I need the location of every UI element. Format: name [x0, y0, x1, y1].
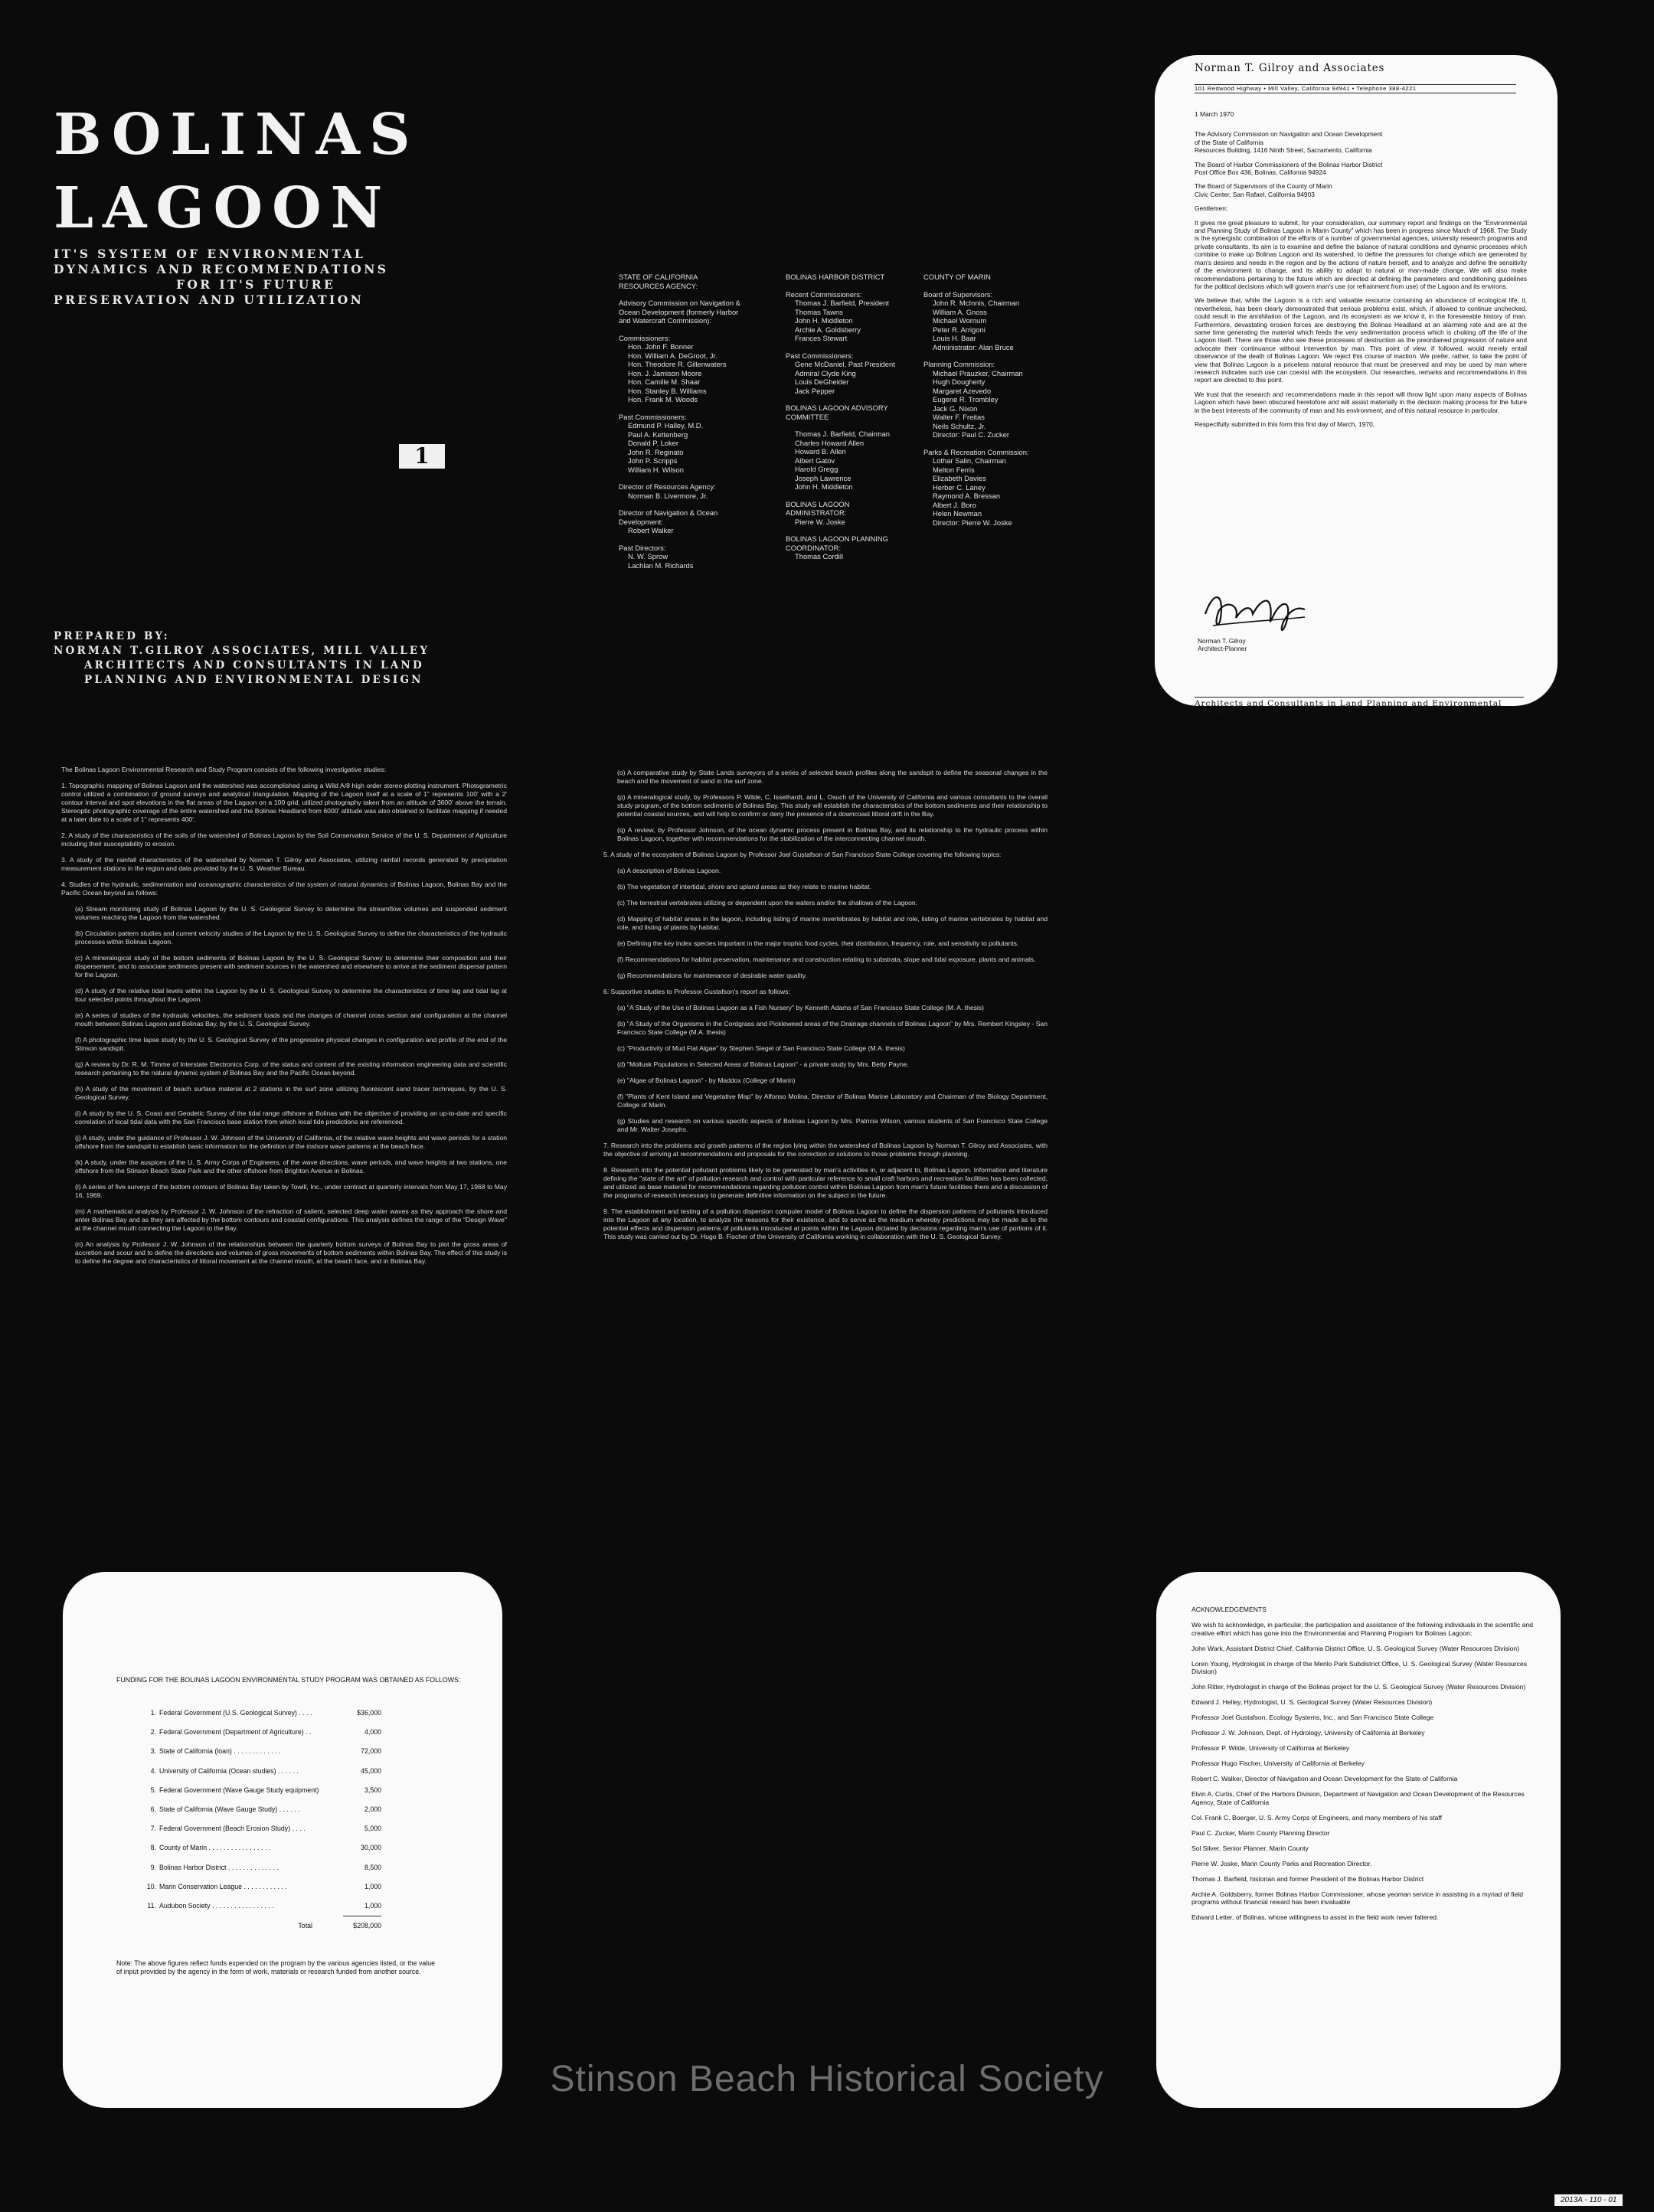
- roster-line: Administrator: Alan Bruce: [933, 342, 1014, 351]
- study-subitem: (g) A review by Dr. R. M. Timme of Interstate Electronics Corp. of the status and content of the existing information engineering data and scientific research pertaining to the natural dynamic system of Bolinas Bay and the Pacific Ocean beyond.: [75, 1060, 507, 1077]
- study-item: 5. A study of the ecosystem of Bolinas Lagoon by Professor Joel Gustafson of San Francisco State College covering the following topics:: [603, 851, 1002, 858]
- funding-row-label: Federal Government (U.S. Geological Survey) . . . .: [159, 1709, 312, 1717]
- roster-line: Albert J. Boro: [933, 500, 976, 509]
- funding-row-label: State of California (loan) . . . . . . . . . . . . .: [159, 1747, 281, 1756]
- roster-line: ADMINISTRATOR:: [786, 508, 847, 517]
- roster-line: Thomas Cordill: [795, 552, 844, 560]
- acknowledgement-item: Professor Hugo Fischer, University of California at Berkeley: [1191, 1759, 1365, 1768]
- acknowledgement-item: Edward J. Helley, Hydrologist, U. S. Geological Survey (Water Resources Division): [1191, 1698, 1433, 1707]
- study-subitem: (k) A study, under the auspices of the U. S. Army Corps of Engineers, of the wave directions, wave periods, and wave heights at two stations, one offshore from the Stinson Beach State Park and the other offshore from Brighton Avenue in Bolinas.: [75, 1158, 507, 1175]
- acknowledgement-item: Loren Young, Hydrologist in charge of the Menlo Park Subdistrict Office, U. S. Geological Survey (Water Resources Division): [1191, 1659, 1528, 1676]
- roster-line: Thomas Tawns: [795, 307, 843, 316]
- study-item: 6. Supportive studies to Professor Gustafson's report as follows:: [603, 988, 790, 995]
- funding-total-label: Total: [298, 1921, 312, 1929]
- roster-line: John H. Middleton: [795, 482, 853, 491]
- roster-spacer: [619, 474, 791, 482]
- roster-line: Archie A. Goldsberry: [795, 325, 861, 334]
- roster-line: Charles Howard Allen: [795, 438, 865, 447]
- roster-line: Joseph Lawrence: [795, 473, 852, 482]
- funding-row-number: 1.: [150, 1709, 156, 1717]
- study-subitem: (e) Defining the key index species important in the major trophic food cycles, their distribution, frequency, role, and sensitivity to pollutants.: [617, 939, 1019, 947]
- roster-line: Neils Schultz, Jr.: [933, 421, 986, 430]
- roster-line: Helen Newman: [933, 509, 982, 518]
- funding-row-label: Federal Government (Beach Erosion Study) . . . .: [159, 1825, 306, 1833]
- poster-title: [54, 98, 420, 245]
- prepared-by: [54, 629, 430, 688]
- funding-row-value: 5,000: [364, 1825, 381, 1833]
- study-item: 3. A study of the rainfall characteristics of the watershed by Norman T. Gilroy and Associates, utilizing rainfall records generated by precipitation measurement stations in the region and data provided by the U. S. Weather Bureau.: [61, 856, 507, 872]
- signature-block: [1198, 637, 1247, 652]
- study-subitem: (d) Mapping of habitat areas in the lagoon, including listing of marine invertebrates by habitat and role, listing of marine vertebrates by habitat and role, and listing of plants by habitat.: [617, 915, 1048, 931]
- acknowledgement-item: Edward Letter, of Bolinas, whose willingness to assist in the field work never faltered.: [1191, 1913, 1439, 1922]
- funding-row-number: 10.: [146, 1882, 156, 1890]
- funding-row: [139, 1723, 381, 1742]
- roster-state-column: [619, 273, 791, 570]
- study-subitem: (a) "A Study of the Use of Bolinas Lagoon as a Fish Nursery" by Kenneth Adams of San Francisco State College (M. A. thesis): [617, 1004, 984, 1011]
- roster-line: BOLINAS LAGOON: [786, 499, 850, 508]
- acknowledgement-item: Professor Joel Gustafson, Ecology Systems, Inc., and San Francisco State College: [1191, 1714, 1434, 1722]
- study-subitem: (p) A mineralogical study, by Professors P. Wilde, C. Isselhardt, and L. Osuch of the University of California and various consultants to the overall study program, of the bottom sediments of Bolinas Bay. This study will establish the characteristics of the bottom sediments and their relationship to potential coastal sources, and will help to confirm or deny the presence of a downcoast littoral drift in the Bay.: [617, 793, 1048, 818]
- funding-row-label: County of Marin . . . . . . . . . . . . . . . . .: [159, 1844, 271, 1852]
- letter-addressee: The Board of Harbor Commissioners of the Bolinas Harbor District Post Office Box 436, Bolinas, California 94924: [1195, 160, 1383, 177]
- study-subitem: (n) An analysis by Professor J. W. Johnson of the relationships between the quarterly bottom surveys of Bolinas Bay to plot the gross areas of accretion and scour and to define the directions and volumes of gross movements of bottom sediments within Bolinas Bay. The effect of this study is to define the degree and characteristics of littoral movement at the channel mouth, at the beach face, and in Bolinas Bay.: [75, 1240, 507, 1265]
- roster-line: Admiral Clyde King: [795, 368, 856, 377]
- study-subitem: (i) A study by the U. S. Coast and Geodetic Survey of the tidal range offshore at Bolinas with the objective of providing an up-to-date and specific correlation of local tidal data with the San Francisco base station from which local tide predictions are referenced.: [75, 1109, 507, 1126]
- study-item: 1. Topographic mapping of Bolinas Lagoon and the watershed was accomplished using a Wild A/8 high order stereo-plotting instrument. Photogrametric control utilized a combination of ground surveys and analytical triangulation. Mapping of the Lagoon itself at a scale of 1" represents 100' with a 2' contour interval and spot elevations in the flat areas of the Lagoon on a 100 grid, utilized photography taken from an altitude of 3600' above the terrain. Stereoptic photographic coverage of the entire watershed and the Bolinas Headland from 6000' altitude was also obtained to facilitate mapping if needed at a later date to a scale of 1" represents 400'.: [61, 782, 507, 823]
- funding-row-value: 1,000: [364, 1882, 381, 1890]
- acknowledgement-item: John Ritter, Hydrologist in charge of the Bolinas project for the U. S. Geological Survey (Water Resources Division): [1191, 1683, 1526, 1691]
- roster-line: Louis H. Baar: [933, 334, 976, 342]
- acknowledgement-item: Pierre W. Joske, Marin County Parks and Recreation Director.: [1191, 1859, 1372, 1867]
- roster-line: Eugene R. Trombley: [933, 395, 999, 404]
- funding-row-value: 2,000: [364, 1805, 381, 1814]
- roster-spacer: [923, 282, 1096, 290]
- funding-row-number: 3.: [150, 1747, 156, 1756]
- study-item: 9. The establishment and testing of a pollution dispersion computer model of Bolinas Lagoon to define the dispersion patterns of pollutants introduced into the Lagoon at any location, to analyze the reasons for their existence, and to serve as the medium whereby predictions may be made as to the potential effects and dispersion patterns of pollutants introduced at points within the Lagoon dictated by decisions regarding man's use of portions of it. This study was carried out by Dr. Hugo B. Fischer of the University of California working in collaboration with the U. S. Geological Survey.: [603, 1207, 1048, 1240]
- funding-row-value: 72,000: [361, 1747, 381, 1756]
- study-subitem: (c) The terrestrial vertebrates utilizing or dependent upon the waters and/or the shallows of the Lagoon.: [617, 899, 918, 907]
- funding-row-label: State of California (Wave Gauge Study) . . . . . .: [159, 1805, 300, 1814]
- acknowledgement-item: Sol Silver, Senior Planner, Marin County: [1191, 1844, 1309, 1852]
- study-item: 7. Research into the problems and growth patterns of the region lying within the watershed of Bolinas Lagoon by Norman T. Gilroy and Associates, with the objective of arriving at recommendations and proposals for the correction or solutions to those problems through planning.: [603, 1142, 1048, 1158]
- study-subitem: (a) A description of Bolinas Lagoon.: [617, 867, 721, 874]
- study-subitem: (c) A mineralogical study of the bottom sediments of Bolinas Lagoon by the U. S. Geological Survey to determine their composition and their dispersement, and to associate sediments present with sediment sources in the watershed and elsewhere to arrive at the sediment dispersal pattern for the Lagoon.: [75, 954, 507, 979]
- roster-county-column: [923, 273, 1096, 527]
- roster-line: Past Commissioners:: [786, 351, 854, 360]
- letter-body: [1195, 110, 1527, 434]
- study-subitem: (e) "Algae of Bolinas Lagoon" - by Maddox (College of Marin): [617, 1077, 796, 1084]
- roster-spacer: [619, 500, 791, 508]
- letterhead-firm: Norman T. Gilroy and Associates: [1195, 62, 1385, 74]
- roster-line: John P. Scripps: [628, 456, 678, 465]
- funding-row: [139, 1877, 381, 1897]
- roster-line: and Watercraft Commission):: [619, 316, 712, 325]
- acknowledgement-item: Robert C. Walker, Director of Navigation and Ocean Development for the State of California: [1191, 1775, 1458, 1783]
- prepared-line-4: PLANNING AND ENVIRONMENTAL DESIGN: [84, 674, 423, 686]
- prepared-line-2: NORMAN T.GILROY ASSOCIATES, MILL VALLEY: [54, 645, 430, 657]
- roster-line: Harold Gregg: [795, 465, 838, 473]
- subtitle-line-1: IT'S SYSTEM OF ENVIRONMENTAL: [54, 247, 366, 261]
- roster-line: Jack G. Nixon: [933, 404, 978, 413]
- funding-row-label: University of California (Ocean studies) . . . . . .: [159, 1766, 299, 1775]
- study-subitem: (e) A series of studies of the hydraulic velocities, the sediment loads and the changes of channel cross section and configuration at the channel mouth between Bolinas Lagoon and Bolinas Bay, by the U. S. Geological Survey.: [75, 1011, 507, 1028]
- funding-row-value: 30,000: [361, 1844, 381, 1852]
- roster-line: Frances Stewart: [795, 334, 848, 342]
- letter-paragraph: We believe that, while the Lagoon is a rich and valuable resource containing an abundance of ecological life, it, nevertheless, has been clearly demonstrated that serious problems exist, which, if allowed to continue unchecked, could result in the annihilation of the Lagoon, and its ecosystem as we know it, in the foreseeable history of man. Furthermore, devastating erosion forces are destroying the Bolinas Headland at an alarming rate and are at the same time generating the material which feeds the very sedimentation process which is choking off the life of the Lagoon itself. There are those who see these processes of destruction as the preordained progression of nature and advocate their continuance without intervention by man. This point of view, if followed, would merely entail observance of the death of Bolinas Lagoon. We reject this course of inaction. We prefer, rather, to take the point of view that Bolinas Lagoon is a priceless natural resource that must be preserved and may be used by man where research indicates such use can coexist with the ecosystem. Our researches, remarks and recommendations in this report are directed to this point.: [1195, 296, 1527, 384]
- study-item: 2. A study of the characteristics of the soils of the watershed of Bolinas Lagoon by the Soil Conservation Service of the U. S. Department of Agriculture including their susceptability to erosion.: [61, 832, 507, 848]
- study-subitem: (f) Recommendations for habitat preservation, maintenance and construction relating to substrata, slope and tidal exposure, plants and animals.: [617, 956, 1036, 963]
- roster-line: COORDINATOR:: [786, 543, 842, 552]
- transmittal-letter: [1155, 55, 1558, 717]
- letter-addressee: The Board of Supervisors of the County of Marin Civic Center, San Rafael, California 94903: [1195, 182, 1332, 198]
- roster-line: Walter F. Freitas: [933, 413, 985, 421]
- study-subitem: (d) A study of the relative tidal levels within the Lagoon by the U. S. Geological Survey to determine the characteristics of time lag and tidal lag at four selected points throughout the Lagoon.: [75, 987, 507, 1003]
- roster-line: Advisory Commission on Navigation &: [619, 299, 740, 307]
- letter-paragraph: We trust that the research and recommendations made in this report will throw light upon many aspects of Bolinas Lagoon which have been obscured heretofore and will assist materially in the decision making process for the future in the best interests of the community of man and his environment, and of this natural resource in particular.: [1195, 390, 1527, 414]
- funding-row-number: 5.: [150, 1786, 156, 1794]
- funding-table: [139, 1704, 381, 1936]
- acknowledgement-item: Archie A. Goldsberry, former Bolinas Harbor Commissioner, whose yeoman service in assisting in a myriad of field programs without financial reward has been invaluable: [1191, 1890, 1524, 1907]
- studies-left-column: [61, 766, 507, 1273]
- acknowledgements-card: [1156, 1572, 1561, 2108]
- roster-line: John R. Reginato: [628, 447, 684, 456]
- letter-addressee: The Advisory Commission on Navigation and Ocean Development of the State of California Resources Building, 1416 Ninth Street, Sacramento, California: [1195, 130, 1383, 155]
- roster-line: Robert Walker: [628, 526, 674, 534]
- roster-line: Donald P. Loker: [628, 439, 679, 447]
- roster-line: Melton Ferris: [933, 465, 975, 474]
- roster-line: William A. Gnoss: [933, 307, 987, 316]
- study-subitem: (b) Circulation pattern studies and current velocity studies of the Lagoon by the U. S. Geological Survey to define the characteristics of the hydraulic processes within Bolinas Lagoon.: [75, 930, 507, 946]
- acknowledgement-item: Thomas J. Barfield, historian and former President of the Bolinas Harbor District: [1191, 1874, 1424, 1883]
- funding-row-number: 2.: [150, 1728, 156, 1737]
- funding-row-label: Federal Government (Wave Gauge Study equipment): [159, 1786, 319, 1794]
- funding-row-number: 4.: [150, 1766, 156, 1775]
- acknowledgement-item: Elvin A. Curtis, Chief of the Harbors Division, Department of Navigation and Ocean Development of the Resources Agency, State of California: [1191, 1790, 1525, 1806]
- letterhead-footer: Architects and Consultants in Land Planning and Environmental Design: [1195, 697, 1524, 716]
- letter-salutation: Gentlemen:: [1195, 204, 1228, 213]
- roster-line: Raymond A. Bressan: [933, 492, 1001, 500]
- funding-row: [139, 1742, 381, 1761]
- study-subitem: (g) Recommendations for maintenance of desirable water quality.: [617, 972, 807, 979]
- poster-subtitle: [54, 247, 505, 308]
- roster-line: Thomas J. Barfield, Chairman: [795, 430, 891, 438]
- roster-line: Pierre W. Joske: [795, 517, 845, 526]
- title-line-2: LAGOON: [54, 175, 392, 241]
- funding-row: [139, 1762, 381, 1781]
- study-subitem: (b) "A Study of the Organisms in the Cordgrass and Pickleweed areas of the Drainage channels of Bolinas Lagoon" by Mrs. Rembert Kingsley - San Francisco State College (M.A. thesis): [617, 1020, 1048, 1036]
- funding-row: [139, 1800, 381, 1819]
- funding-row: [139, 1819, 381, 1838]
- acknowledgement-item: Paul C. Zucker, Marin County Planning Director: [1191, 1828, 1330, 1837]
- title-line-1: BOLINAS: [54, 102, 420, 168]
- roster-line: Director of Navigation & Ocean: [619, 508, 718, 517]
- acknowledgement-item: John Wark, Assistant District Chief, California District Office, U. S. Geological Survey (Water Resources Division): [1191, 1644, 1520, 1652]
- roster-line: Director: Pierre W. Joske: [933, 518, 1012, 527]
- roster-spacer: [619, 290, 791, 299]
- roster-line: Hon. Frank M. Woods: [628, 395, 698, 404]
- funding-row-value: $36,000: [357, 1709, 381, 1717]
- signer-title: Architect-Planner: [1198, 645, 1247, 652]
- roster-line: Elizabeth Davies: [933, 474, 986, 482]
- funding-row: [139, 1838, 381, 1857]
- study-item: 8. Research into the potential pollutant problems likely to be generated by man's activities in, or adjacent to, Bolinas Lagoon. Information and literature defining the "state of the art" of pollution research and control with particular reference to small craft harbors and recreation facilities has been collected, and utilized as base material for recommendations regarding pollution control within Bolinas Lagoon from man's future facilities there and a discussion of the programs of research necessary to generate definitive information on the subject in the future.: [603, 1166, 1048, 1199]
- roster-line: BOLINAS LAGOON ADVISORY: [786, 404, 888, 412]
- acknowledgement-item: Col. Frank C. Boerger, U. S. Army Corps of Engineers, and many members of his staff: [1191, 1813, 1443, 1822]
- funding-row-label: Bolinas Harbor District . . . . . . . . . . . . . .: [159, 1863, 279, 1871]
- funding-row-value: 3,500: [364, 1786, 381, 1794]
- funding-row-number: 7.: [150, 1825, 156, 1833]
- subtitle-line-4: PRESERVATION AND UTILIZATION: [54, 292, 364, 307]
- prepared-line-3: ARCHITECTS AND CONSULTANTS IN LAND: [84, 659, 424, 671]
- study-subitem: (f) A photographic time lapse study by the U. S. Geological Survey of the progressive physical changes in configuration and profile of the end of the Stinson sandspit.: [75, 1036, 507, 1052]
- roster-line: Albert Gatov: [795, 456, 835, 465]
- acknowledgements-list: [1191, 1645, 1533, 1922]
- funding-row-number: 6.: [150, 1805, 156, 1814]
- roster-line: Michael Prauzker, Chairman: [933, 368, 1023, 377]
- roster-line: Hon. John F. Bonner: [628, 342, 694, 351]
- roster-line: Hon. J. Jamison Moore: [628, 368, 702, 377]
- subtitle-line-3: FOR IT'S FUTURE: [176, 277, 336, 292]
- roster-line: RESOURCES AGENCY:: [619, 281, 698, 290]
- funding-card: [63, 1572, 502, 2108]
- prepared-line-1: PREPARED BY:: [54, 630, 170, 642]
- roster-line: Louis DeGheider: [795, 377, 849, 386]
- study-subitem: (q) A review, by Professor Johnson, of the ocean dynamic process present in Bolinas Bay, and its relationship to the hydraulic process within Bolinas Lagoon, together with recommendations for the stabilization of the interconnecting channel mouth.: [617, 826, 1048, 842]
- study-subitem: (j) A study, under the guidance of Professor J. W. Johnson of the University of California, of the relative wave heights and wave periods for a station offshore from the sandspit to establish basic information for the definition of the inshore wave patterns at the beach face.: [75, 1134, 507, 1150]
- funding-row: [139, 1858, 381, 1877]
- studies-right-column: [603, 769, 1048, 1249]
- roster-line: STATE OF CALIFORNIA: [619, 273, 698, 281]
- study-subitem: (h) A study of the movement of beach surface material at 2 stations in the surf zone utilizing fluorescent sand tracer techniques, by the U. S. Geological Survey.: [75, 1085, 507, 1101]
- roster-line: Development:: [619, 517, 663, 526]
- roster-spacer: [619, 404, 791, 413]
- roster-line: Director: Paul C. Zucker: [933, 430, 1010, 439]
- roster-line: Gene McDaniel, Past President: [795, 360, 895, 368]
- roster-line: N. W. Sprow: [628, 552, 668, 560]
- roster-line: Past Commissioners:: [619, 412, 687, 421]
- roster-line: John R. McInnis, Chairman: [933, 299, 1020, 307]
- letter-paragraph: It gives me great pleasure to submit, for your consideration, our summary report and findings on the "Environmental and Planning Study of Bolinas Lagoon in Marin County" which has been in progress since March of 1968. The Study is the synergistic combination of the efforts of a number of governmental agencies, university research programs and private consultants. Its aim is to examine and define the balance of natural conditions and dynamic processes which combine to make up Bolinas Lagoon and its watershed, to define the pressures for change which are generated by man's desires and needs in the region and by the actions of nature herself, and to analyze and define the sensitivity of the environment to change, and its ability to adapt to natural or man-made change. We will also make recommendations pertaining to the future which are directed at defining the parameters and conditioning guidelines for the political decisions which will govern man's use (or refrainment from use) of the Lagoon and its environs.: [1195, 218, 1527, 290]
- roster-line: Jack Pepper: [795, 386, 835, 395]
- study-subitem: (c) "Productivity of Mud Flat Algae" by Stephen Siegel of San Francisco State College (M.A. thesis): [617, 1044, 905, 1052]
- roster-line: Board of Supervisors:: [923, 289, 993, 299]
- subtitle-line-2: DYNAMICS AND RECOMMENDATIONS: [54, 262, 389, 276]
- roster-line: Planning Commission:: [923, 360, 995, 368]
- funding-row-label: Federal Government (Department of Agriculture) . .: [159, 1728, 312, 1737]
- catalog-stamp: 2013A - 110 - 01: [1554, 2194, 1623, 2206]
- roster-spacer: [619, 535, 791, 544]
- roster-line: Hon. Camille M. Shaar: [628, 377, 701, 386]
- funding-row-label: Audubon Society . . . . . . . . . . . . . . . . .: [159, 1902, 274, 1910]
- letter-date: 1 March 1970: [1195, 110, 1234, 118]
- roster-line: Edmund P. Halley, M.D.: [628, 421, 704, 430]
- study-subitem: (f) "Plants of Kent Island and Vegetative Map" by Alfonso Molina, Director of Bolinas Marine Laboratory and Chairman of the Biology Department, College of Marin.: [617, 1093, 1048, 1109]
- roster-line: William H. Wilson: [628, 465, 684, 474]
- study-item: 4. Studies of the hydraulic, sedimentation and oceanographic characteristics of the system of natural dynamics of Bolinas Lagoon, Bolinas Bay and the Pacific Ocean beyond as follows:: [61, 881, 507, 897]
- funding-row-number: 9.: [150, 1863, 156, 1871]
- roster-line: Michael Wornum: [933, 316, 987, 325]
- study-subitem: (d) "Mollusk Populations in Selected Areas of Bolinas Lagoon" - a private study by Mrs. Betty Payne.: [617, 1060, 910, 1068]
- roster-line: Thomas J. Barfield, President: [795, 299, 889, 307]
- study-subitem: (o) A comparative study by State Lands surveyors of a series of selected beach profiles along the sandspit to define the seasonal changes in the beach and the movement of sand in the surf zone.: [617, 769, 1048, 785]
- roster-line: Hon. William A. DeGroot, Jr.: [628, 351, 717, 360]
- roster-line: Peter R. Arrigoni: [933, 325, 986, 334]
- roster-line: Ocean Development (formerly Harbor: [619, 307, 739, 316]
- funding-row-label: Marin Conservation League . . . . . . . . . . . .: [159, 1882, 287, 1890]
- funding-row: [139, 1781, 381, 1800]
- roster-line: Commissioners:: [619, 333, 671, 342]
- funding-heading: FUNDING FOR THE BOLINAS LAGOON ENVIRONMENTAL STUDY PROGRAM WAS OBTAINED AS FOLLOWS:: [116, 1676, 461, 1684]
- funding-row-value: 1,000: [364, 1901, 381, 1910]
- roster-line: Herber C. Laney: [933, 482, 986, 492]
- letter-closing: Respectfully submitted in this form this first day of March, 1970,: [1195, 420, 1375, 428]
- study-item: The Bolinas Lagoon Environmental Research and Study Program consists of the following investigative studies:: [61, 766, 387, 773]
- roster-line: Hugh Dougherty: [933, 377, 986, 386]
- study-subitem: (l) A series of five surveys of the bottom contours of Bolinas Bay taken by Towill, Inc., under contract at quarterly intervals from May 17, 1968 to May 16, 1969.: [75, 1183, 507, 1199]
- roster-line: Director of Resources Agency:: [619, 482, 716, 491]
- roster-line: Lothar Salin, Chairman: [933, 456, 1006, 465]
- roster-spacer: [786, 526, 958, 534]
- funding-row-value: 8,500: [364, 1863, 381, 1871]
- roster-spacer: [923, 351, 1096, 360]
- study-subitem: (g) Studies and research on various specific aspects of Bolinas Lagoon by Mrs. Patricia Wilson, various students of San Francisco State College and Mr. Walter Josephs.: [617, 1117, 1048, 1133]
- acknowledgement-item: Professor P. Wilde, University of California at Berkeley: [1191, 1744, 1350, 1753]
- acknowledgement-item: Professor J. W. Johnson, Dept. of Hydrology, University of California at Berkeley: [1191, 1729, 1425, 1737]
- funding-row: [139, 1897, 381, 1916]
- signer-name: Norman T. Gilroy: [1198, 637, 1246, 645]
- roster-line: Paul A. Kettenberg: [628, 430, 688, 439]
- funding-total-value: $208,000: [343, 1916, 381, 1936]
- acknowledgements-intro: We wish to acknowledge, in particular, the participation and assistance of the following individuals in the scientific and creative effort which has gone into the Environmental and Planning Program for Bolinas Lagoon:: [1191, 1620, 1534, 1637]
- study-subitem: (m) A mathematical analysis by Professor J. W. Johnson of the refraction of salient, selected deep water waves as they approach the shore and enter Bolinas Bay and as they are affected by the bottom contours and coastal configurations. This analysis defines the range of the "Design Wave" at the channel mouth connecting the Lagoon to the Bay.: [75, 1207, 507, 1232]
- roster-line: BOLINAS LAGOON PLANNING: [786, 534, 888, 543]
- roster-line: Parks & Recreation Commission:: [923, 447, 1029, 456]
- study-subitem: (b) The vegetation of intertidal, shore and upland areas as they relate to marine habitat.: [617, 883, 871, 890]
- roster-spacer: [923, 439, 1096, 448]
- handwritten-signature: [1198, 583, 1312, 643]
- roster-line: Norman B. Livermore, Jr.: [628, 491, 708, 500]
- roster-line: John H. Middleton: [795, 316, 853, 325]
- roster-line: Howard B. Allen: [795, 447, 846, 456]
- funding-row-value: 4,000: [364, 1728, 381, 1737]
- roster-line: COMMITTEE: [786, 412, 829, 421]
- roster-line: Hon. Stanley B. Williams: [628, 386, 707, 395]
- roster-line: COUNTY OF MARIN: [923, 273, 991, 281]
- roster-line: Margaret Azevedo: [933, 386, 992, 395]
- roster-line: Past Directors:: [619, 543, 666, 552]
- funding-row-number: 11.: [147, 1902, 156, 1910]
- acknowledgements-heading: ACKNOWLEDGEMENTS: [1191, 1606, 1267, 1613]
- letterhead-address: 101 Redwood Highway • Mill Valley, California 94941 • Telephone 388-4221: [1195, 84, 1516, 93]
- roster-line: Lachlan M. Richards: [628, 560, 694, 570]
- roster-line: Hon. Theodore R. Gillenwaters: [628, 360, 727, 368]
- funding-row-value: 45,000: [361, 1766, 381, 1775]
- funding-note: Note: The above figures reflect funds expended on the program by the various agencies listed, or the value of input provided by the agency in the form of work, materials or research funded from another source.: [116, 1959, 435, 1975]
- roster-line: Recent Commissioners:: [786, 289, 862, 299]
- study-subitem: (a) Stream monitoring study of Bolinas Lagoon by the U. S. Geological Survey to determine the streamflow volumes and suspended sediment volumes reaching the Lagoon from the watershed.: [75, 905, 507, 921]
- watermark: Stinson Beach Historical Society: [550, 2059, 1104, 2099]
- funding-row-number: 8.: [150, 1844, 156, 1852]
- roster-spacer: [619, 325, 791, 334]
- funding-row: [139, 1704, 381, 1723]
- sheet-number-badge: 1: [399, 444, 445, 469]
- roster-line: BOLINAS HARBOR DISTRICT: [786, 273, 885, 281]
